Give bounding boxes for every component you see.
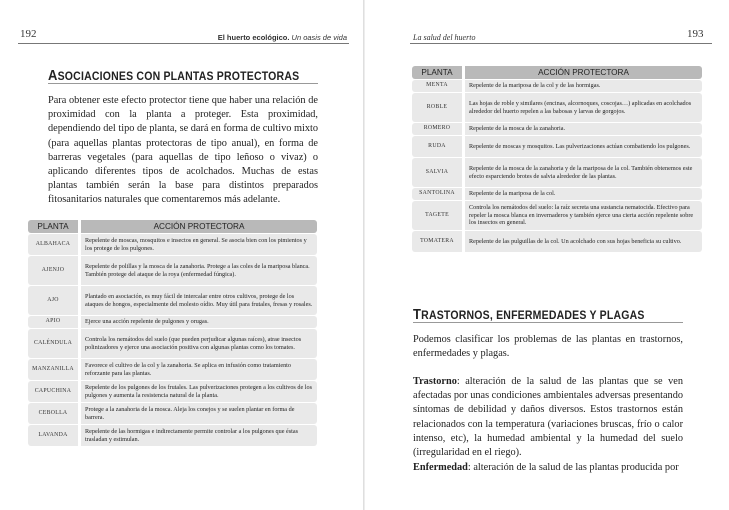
plant-name: MENTA — [412, 80, 462, 92]
table-row — [412, 123, 702, 135]
header-chapter-title: La salud del huerto — [413, 33, 476, 42]
protective-action: Controla los nemátodos del suelo (que pueden perjudicar algunas raíces), atrae insectos polinizadores y ejerce una asociación positiva con algunas plantas como los tomates. — [78, 329, 317, 358]
intro-paragraph: Podemos clasificar los problemas de las plantas en trastornos, enfermedades y plagas. — [413, 334, 683, 360]
protective-action: Repelente de la mariposa de la col y de las hormigas. — [462, 80, 702, 92]
header-book-subtitle: Un oasis de vida — [291, 33, 347, 42]
table-row — [28, 256, 317, 285]
header-book-title: El huerto ecológico. — [217, 33, 290, 42]
header-rule — [18, 43, 349, 44]
protective-action: Repelente de la mariposa de la col. — [462, 188, 702, 200]
plant-name: CEBOLLA — [28, 403, 78, 424]
plant-name: ALBAHACA — [28, 234, 78, 255]
plant-name: MANZANILLA — [28, 359, 78, 380]
right-page — [365, 0, 729, 510]
protective-action: Repelente de las pulguillas de la col. Un acolchado con sus hojas beneficia su cultivo. — [462, 231, 702, 252]
table-header-row — [412, 66, 702, 79]
definition-trastorno: : alteración de la salud de las plantas que se ven afectadas por unas condiciones ambientales adversas presentando síntomas de debilidad y daños diversos. Estos trastornos están relacionados con la temperatura (variaciones bruscas, frío o calor intenso, etc), la humedad ambiental y la humedad del suelo (irregularidad en el riego). — [413, 376, 683, 459]
page-number: 193 — [687, 28, 704, 40]
column-header-accion: ACCIÓN PROTECTORA — [462, 66, 702, 79]
running-header — [197, 33, 347, 42]
protective-action: Repelente de las hormigas e indirectamente permite controlar a los pulgones que éstas trasladan y estimulan. — [78, 425, 317, 446]
column-header-planta: PLANTA — [412, 66, 462, 79]
table-row — [412, 93, 702, 122]
plant-name: SANTOLINA — [412, 188, 462, 200]
plant-name: SALVIA — [412, 158, 462, 187]
section-title: ASOCIACIONES CON PLANTAS PROTECTORAS — [48, 66, 300, 84]
protective-action: Favorece el cultivo de la col y la zanahoria. Se aplica en infusión como tratamiento reforzante para las plantas. — [78, 359, 317, 380]
section-title-rule — [413, 322, 683, 323]
definition-enfermedad: : alteración de la salud de las plantas producida por — [467, 462, 679, 473]
term-enfermedad: Enfermedad — [413, 462, 468, 473]
table-row — [412, 188, 702, 200]
column-header-accion: ACCIÓN PROTECTORA — [78, 220, 317, 233]
table-row — [28, 286, 317, 315]
table-row — [412, 201, 702, 230]
table-row — [28, 359, 317, 380]
protective-action: Ejerce una acción repelente de pulgones y orugas. — [78, 316, 317, 328]
table-row — [412, 231, 702, 252]
table-row — [28, 316, 317, 328]
protective-action: Controla los nemátodos del suelo: la raíz secreta una sustancia nematocida. Efectivo para repeler la mosca blanca en invernaderos y también ejerce una cierta acción repelente sobre los insectos en general. — [462, 201, 702, 230]
section-title: TRASTORNOS, ENFERMEDADES Y PLAGAS — [413, 305, 645, 323]
section-title-rule — [48, 83, 318, 84]
plant-name: CALÉNDULA — [28, 329, 78, 358]
table-row — [412, 158, 702, 187]
protective-action: Plantado en asociación, es muy fácil de intercalar entre otros cultivos, protege de los ataques de hongos, especialmente del molesto oídio. Muy útil para frutales, fresas y rosales. — [78, 286, 317, 315]
page-number: 192 — [20, 28, 37, 40]
protective-action: Repelente de moscas, mosquitos e insectos en general. Se asocia bien con los pimientos y los protege de los pulgones. — [78, 234, 317, 255]
left-page — [0, 0, 364, 510]
table-row — [28, 403, 317, 424]
protective-plants-table — [412, 65, 702, 253]
plant-name: RUDA — [412, 136, 462, 157]
plant-name: LAVANDA — [28, 425, 78, 446]
column-header-planta: PLANTA — [28, 220, 78, 233]
table-header-row — [28, 220, 317, 233]
table-row — [412, 136, 702, 157]
table-row — [28, 329, 317, 358]
plant-name: TOMATERA — [412, 231, 462, 252]
table-row — [28, 381, 317, 402]
trastorno-paragraph — [413, 375, 683, 460]
running-header — [413, 33, 475, 42]
protective-action: Repelente de la mosca de la zanahoria y de la mariposa de la col. También obtenemos este efecto esparciendo brotes de salvia alrededor de las plantas. — [462, 158, 702, 187]
plant-name: CAPUCHINA — [28, 381, 78, 402]
term-trastorno: Trastorno — [413, 376, 457, 387]
protective-action: Protege a la zanahoria de la mosca. Aleja los conejos y se suelen plantar en forma de barrera. — [78, 403, 317, 424]
protective-plants-table — [28, 219, 317, 447]
table-row — [28, 425, 317, 446]
protective-action: Repelente de polillas y la mosca de la zanahoria. Protege a las coles de la mariposa blanca. También protege del ataque de la roya (enfermedad fúngica). — [78, 256, 317, 285]
plant-name: APIO — [28, 316, 78, 328]
protective-action: Las hojas de roble y similares (encinas, alcornoques, coscojas…) aplicadas en acolchados alrededor del huerto repelen a las babosas y larvas de gorgojos. — [462, 93, 702, 122]
protective-action: Repelente de los pulgones de los frutales. Las pulverizaciones protegen a los cultivos de los pulgones y aumenta la resistencia natural de la planta. — [78, 381, 317, 402]
plant-name: AJENJO — [28, 256, 78, 285]
plant-name: AJO — [28, 286, 78, 315]
plant-name: TAGETE — [412, 201, 462, 230]
plant-name: ROBLE — [412, 93, 462, 122]
protective-action: Repelente de moscas y mosquitos. Las pulverizaciones actúan combatiendo los pulgones. — [462, 136, 702, 157]
table-row — [412, 80, 702, 92]
enfermedad-paragraph — [413, 461, 683, 475]
protective-action: Repelente de la mosca de la zanahoria. — [462, 123, 702, 135]
header-rule — [410, 43, 712, 44]
plant-name: ROMERO — [412, 123, 462, 135]
table-row — [28, 234, 317, 255]
body-paragraph: Para obtener este efecto protector tiene que haber una relación de proximidad con la planta a proteger. Esta proximidad, dependiendo del tipo de planta, se dará en forma de cultivo mixto (para aquellas plantas protectoras de tipo anual), en forma de barreras vegetales (para aquellas de tipo leñoso o vivaz) o aplicando diferentes tipos de acolchados. Muchas de estas plantas también serán la base para distintos preparados fitosanitarios naturales que comentaremos más adelante. — [48, 95, 318, 206]
